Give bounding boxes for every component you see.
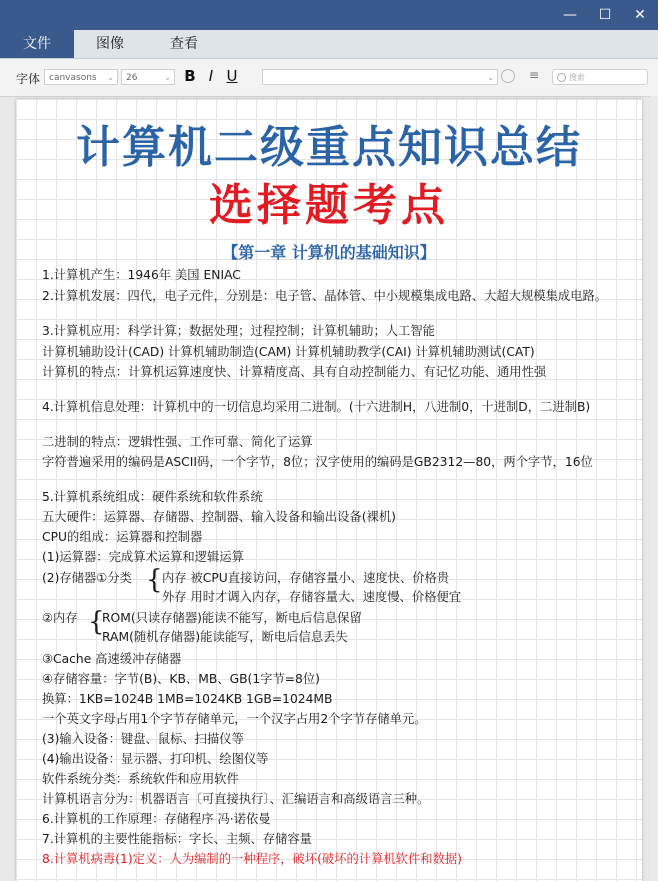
text-line: 4.计算机信息处理：计算机中的一切信息均采用二进制。(十六进制H，八进制0，十进制D，二进制B)	[42, 400, 591, 414]
document-title: 计算机二级重点知识总结	[76, 122, 582, 173]
list-icon[interactable]: ≡	[529, 68, 540, 82]
text-line: 2.计算机发展：四代，电子元件，分别是：电子管、晶体管、中小规模集成电路、大超大规模集成电路。	[42, 289, 608, 303]
text-line: 软件系统分类：系统软件和应用软件	[42, 772, 239, 786]
vertical-scrollbar[interactable]	[650, 96, 658, 881]
text-line: 换算：1KB=1024B 1MB=1024KB 1GB=1024MB	[42, 692, 333, 706]
maximize-icon[interactable]: ☐	[598, 7, 612, 23]
text-line: 6.计算机的工作原理：存储程序 冯·诺依曼	[42, 812, 271, 826]
document-page	[16, 99, 642, 881]
chapter-heading: 【第一章 计算机的基础知识】	[222, 243, 436, 262]
text-line: (1)运算器：完成算术运算和逻辑运算	[42, 550, 244, 564]
bold-button[interactable]: B	[184, 67, 196, 85]
text-line: (3)输入设备：键盘、鼠标、扫描仪等	[42, 732, 244, 746]
text-line: ②内存	[42, 611, 78, 625]
close-icon[interactable]: ✕	[634, 7, 646, 23]
text-line: 内存 被CPU直接访问，存储容量小、速度快、价格贵	[162, 571, 450, 585]
search-input[interactable]	[552, 69, 648, 85]
left-brace: {	[88, 607, 105, 637]
font-label: 字体	[16, 72, 41, 86]
font-family-value: canvasons	[49, 73, 97, 83]
text-line: 五大硬件：运算器、存储器、控制器、输入设备和输出设备(裸机)	[42, 510, 396, 524]
text-line: ROM(只读存储器)能读不能写，断电后信息保留	[102, 611, 362, 625]
text-line: 一个英文字母占用1个字节存储单元，一个汉字占用2个字节存储单元。	[42, 712, 427, 726]
window-title-bar	[0, 0, 658, 30]
text-line: 计算机辅助设计(CAD) 计算机辅助制造(CAM) 计算机辅助教学(CAI) 计算机辅助测试(CAT)	[42, 345, 535, 359]
menu-image[interactable]: 图像	[96, 36, 124, 52]
chevron-down-icon: ⌄	[107, 73, 114, 82]
underline-button[interactable]: U	[226, 67, 238, 85]
text-line: 计算机语言分为：机器语言〔可直接执行〕、汇编语言和高级语言三种。	[42, 792, 430, 806]
text-line: 外存 用时才调入内存，存储容量大、速度慢、价格便宜	[162, 590, 462, 604]
format-toolbar	[0, 59, 658, 97]
text-line: 8.计算机病毒(1)定义：人为编制的一种程序，破坏(破坏的计算机软件和数据)	[42, 852, 462, 866]
text-line: 7.计算机的主要性能指标：字长、主频、存储容量	[42, 832, 312, 846]
refresh-icon[interactable]	[501, 69, 515, 83]
font-size-select[interactable]	[121, 69, 175, 85]
left-brace: {	[146, 565, 163, 595]
text-line: (2)存储器①分类	[42, 571, 132, 585]
chevron-down-icon: ⌄	[164, 73, 171, 82]
menu-file[interactable]: 文件	[0, 30, 74, 58]
menu-bar	[0, 30, 658, 59]
style-select[interactable]	[262, 69, 498, 85]
text-line: RAM(随机存储器)能读能写，断电后信息丢失	[102, 630, 348, 644]
text-line: ④存储容量：字节(B)、KB、MB、GB(1字节=8位)	[42, 672, 320, 686]
search-placeholder: 搜索	[568, 73, 585, 82]
menu-view[interactable]: 查看	[170, 36, 198, 52]
minimize-icon[interactable]: —	[563, 7, 577, 23]
text-line: 二进制的特点：逻辑性强、工作可靠、简化了运算	[42, 435, 313, 449]
text-line: 计算机的特点：计算机运算速度快、计算精度高、具有自动控制能力、有记忆功能、通用性强	[42, 365, 547, 379]
font-size-value: 26	[126, 73, 138, 83]
text-line: 字符普遍采用的编码是ASCII码，一个字节，8位；汉字使用的编码是GB2312—80，两个字节，16位	[42, 455, 593, 469]
italic-button[interactable]: I	[208, 67, 214, 85]
chevron-down-icon: ⌄	[487, 73, 494, 82]
text-line: 1.计算机产生：1946年 美国 ENIAC	[42, 268, 241, 282]
document-subtitle: 选择题考点	[209, 180, 449, 231]
text-line: (4)输出设备：显示器、打印机、绘图仪等	[42, 752, 269, 766]
text-line: ③Cache 高速缓冲存储器	[42, 652, 182, 666]
text-line: 5.计算机系统组成：硬件系统和软件系统	[42, 490, 263, 504]
search-icon	[557, 73, 566, 82]
text-line: 3.计算机应用：科学计算；数据处理；过程控制；计算机辅助；人工智能	[42, 324, 435, 338]
font-family-select[interactable]	[44, 69, 118, 85]
text-line: CPU的组成：运算器和控制器	[42, 530, 203, 544]
